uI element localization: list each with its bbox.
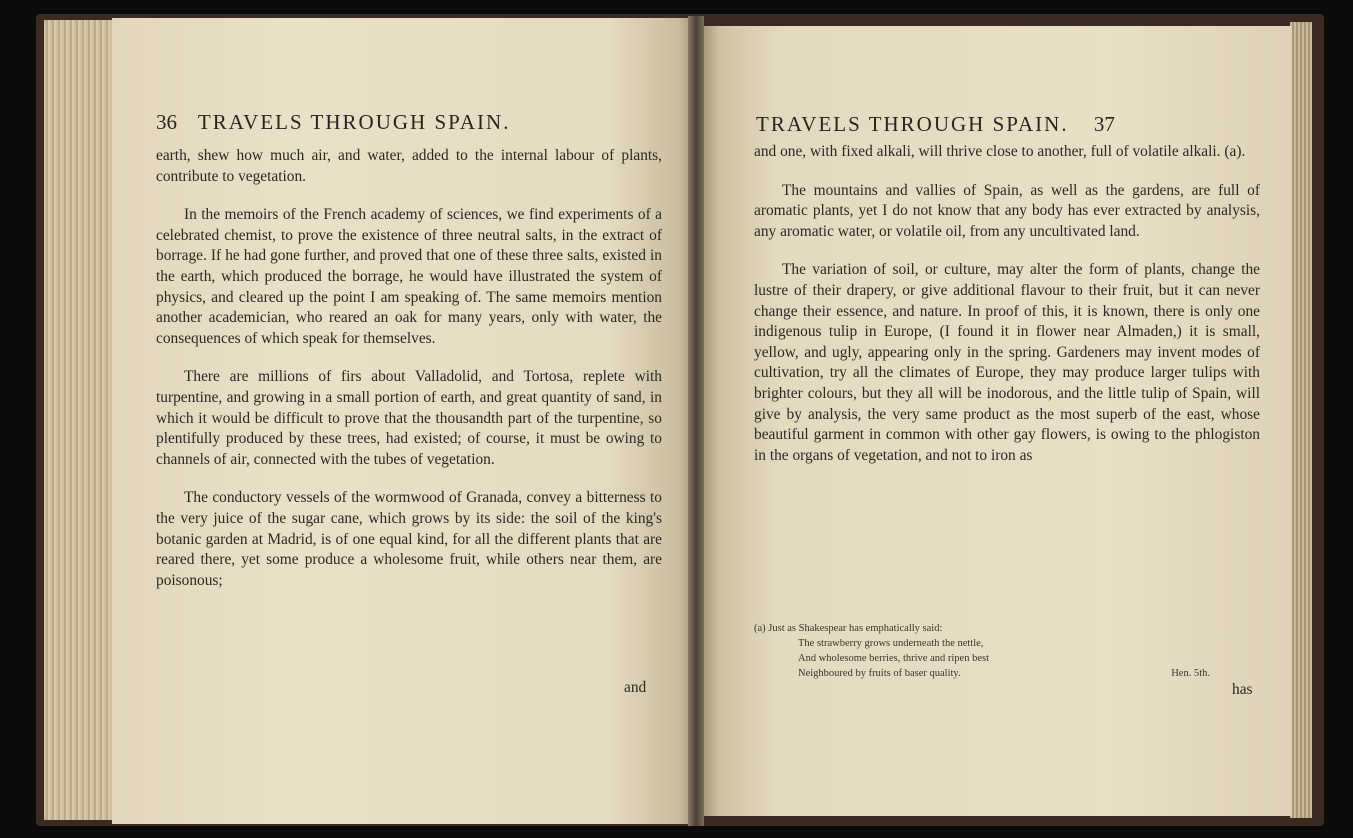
- right-catchword: has: [1232, 681, 1253, 698]
- left-head-title: TRAVELS THROUGH SPAIN.: [197, 110, 511, 134]
- paragraph: The variation of soil, or culture, may alter the form of plants, change the lustre of their drapery, or give additional flavour to their fruit, but it can never change their essence, and nature. In proof of this, it is known, there is only one indigenous tulip in Europe, (I found it in flower near Almaden,) it is small, yellow, and ugly, appearing only in the spring. Gardeners may invent modes of cultivation, try all the climates of Europe, they may produce larger tulips with brighter colours, but they all will be inodorous, and the little tulip of Spain, will give by analysis, the very same product as the most superb of the east, whose beautiful garment in common with other gay flowers, is owing to the phlogiston in the organs of vegetation, and not to iron as: [754, 261, 1260, 464]
- paragraph: and one, with fixed alkali, will thrive close to another, full of volatile alkali. (a).: [754, 143, 1246, 160]
- paragraph: earth, shew how much air, and water, added to the internal labour of plants, contribute to vegetation.: [156, 147, 662, 185]
- footnote-line-text: Neighboured by fruits of baser quality.: [798, 668, 961, 679]
- right-page-number: 37: [1093, 112, 1115, 136]
- left-running-head: [156, 110, 676, 135]
- left-body-text: [156, 146, 662, 609]
- paragraph: In the memoirs of the French academy of sciences, we find experiments of a celebrated chemist, to prove the existence of three neutral salts, in the extract of borrage. If he had gone further, and proved that one of these three salts, existed in the earth, which produced the borrage, he would have illustrated the system of physics, and cleared up the point I am speaking of. The same memoirs mention another academician, who reared an oak for many years, only with water, the consequences of which speak for themselves.: [156, 206, 662, 347]
- footnote-reference: Hen. 5th.: [1171, 668, 1210, 679]
- footnote-intro: (a) Just as Shakespear has emphatically said:: [754, 623, 943, 634]
- page-edges-right: [1290, 22, 1312, 818]
- paragraph: The mountains and vallies of Spain, as well as the gardens, are full of aromatic plants, yet I do not know that any body has ever extracted by analysis, any aromatic water, or volatile oil, from any uncultivated land.: [754, 181, 1260, 240]
- footnote-line: The strawberry grows underneath the nettle,: [798, 638, 984, 649]
- left-page: [112, 18, 696, 824]
- right-page: [696, 26, 1292, 816]
- footnote-line: [754, 666, 1224, 681]
- footnote-line: And wholesome berries, thrive and ripen best: [798, 653, 989, 664]
- footnote: [754, 621, 1224, 681]
- left-catchword: and: [624, 679, 647, 696]
- right-body-text: [754, 142, 1260, 484]
- left-page-number: 36: [156, 110, 177, 134]
- right-head-title: TRAVELS THROUGH SPAIN.: [756, 112, 1069, 136]
- paragraph: There are millions of firs about Valladolid, and Tortosa, replete with turpentine, and growing in a small portion of earth, and great quantity of sand, in which it would be difficult to prove that the thousandth part of the turpentine, so plentifully produced by these trees, had existed; of course, it must be owing to channels of air, connected with the tubes of vegetation.: [156, 368, 662, 468]
- right-running-head: [756, 112, 1276, 137]
- book-gutter: [688, 16, 704, 826]
- page-edges-left: [44, 20, 116, 820]
- paragraph: The conductory vessels of the wormwood of Granada, convey a bitterness to the very juice of the sugar cane, which grows by its side: the soil of the king's botanic garden at Madrid, is of one equal kind, for all the different plants that are reared there, yet some produce a wholesome fruit, while others near them, are poisonous;: [156, 489, 662, 589]
